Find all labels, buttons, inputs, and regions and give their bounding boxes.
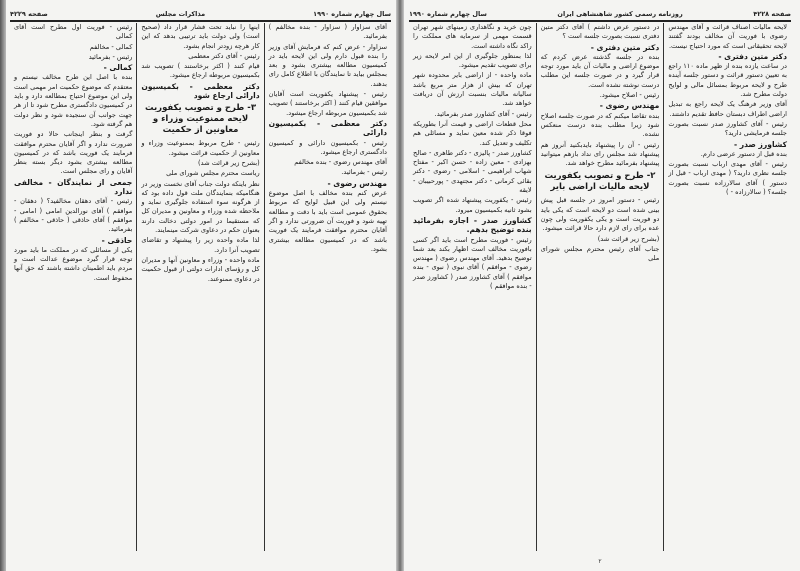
paragraph: رئیس - دستور امروز در جلسه قبل پیش بینی شده است دو لایحه است که یکی باید دو فوریت است و یکی یکفوریت ولی چون عده برای رای لازم دارد حالا قرائت میشود. <box>540 196 660 233</box>
header-rule <box>409 20 791 22</box>
right-page <box>403 0 797 571</box>
paragraph: ریاست محترم مجلس شورای ملی <box>166 169 260 178</box>
paragraph: رئیس - بفرمائید <box>88 52 133 61</box>
text-column <box>10 23 136 551</box>
page-number: صفحه ۴۲۲۹ <box>10 10 48 18</box>
text-column <box>663 23 791 551</box>
paragraph: گرفت و بنظر اینجانب حالا دو فوریت ضرورت ندارد و اگر آقایان محترم موافقت فرمایند یک فوریت باشد که در کمیسیون مطالعه بیشتری بشود دیگر بسته بنظر آقایان و رای مجلس است. <box>14 130 133 176</box>
paragraph: آقای وزیر فرهنگ یک لایحه راجع به تبدیل اراضی اطراف دبستان حافظ تقدیم داشتند. <box>668 100 787 118</box>
paragraph: آقای سزاوار ( سزاوار - بنده مخالفم ) بفرمائید. <box>268 23 387 41</box>
paragraph: قیام کنند ( اکثر برخاستند ) تصویب شد بکمیسیون مربوطه ارجاع میشود. <box>141 62 260 80</box>
paragraph: رئیس - آن را پیشنهاد بایدبکنید آنروز هم پیشنهاد شد مجلس رای نداد بازهم میتوانید پیشنهاد بفرمائید مطرح خواهد شد. <box>540 140 660 168</box>
columns <box>409 23 791 551</box>
paragraph: نظر باینکه دولت جناب آقای نخست وزیر در هنگامیکه بنمایندگان ملت قول داده بود که از هرگونه سوء استفاده جلوگیری نماید و ملاحظه شده وزراء و معاونین و مدیران کل که مستقیما در امور دولتی دخالت دارند بعنوان حکم در دعاوی شرکت مینمایند. <box>141 179 260 235</box>
speaker-line: مهندس رضوی - <box>599 101 660 111</box>
page-footer: ۲ <box>598 558 602 565</box>
paragraph: لذا ماده واحده زیر را پیشنهاد و تقاضای تصویب آنرا دارد. <box>141 236 260 254</box>
page-header <box>10 10 391 18</box>
paragraph: ماده واحده - از اراضی بایر محدوده شهر تهران که بیش از هزار متر مربع باشد سالیانه مالیات بنسبت ارزش آن دریافت خواهد شد. <box>412 71 532 108</box>
text-column <box>409 23 536 551</box>
section-heading: ۳- طرح و تصویب یکفوریت لایحه ممنوعیت وزراء و معاونین از حکمیت <box>144 103 257 136</box>
page-number: صفحه ۴۲۲۸ <box>753 10 791 18</box>
paragraph: بنده با اصل این طرح مخالف نیستم و معتقدم که موضوع حکمیت امر مهمی است ولی این موضوع احتیاج بمطالعه دارد و باید در کمیسیون دادگستری مطرح شود تا از هر جهت جوانب آن سنجیده شود و نظر دولت هم گرفته شود. <box>14 73 133 128</box>
paragraph: عرض کنم بنده مخالف با اصل موضوع نیستم ولی این قبیل لوایح که مربوط بحقوق عمومی است باید با دقت و مطالعه تهیه شود و فوریت آن ضرورتی ندارد و اگر آقایان محترم موافقت فرمایند یک فوریت باشد که در کمیسیون مطالعه بیشتری بشود. <box>268 189 387 253</box>
speaker-line: دکتر معظمی - بکمیسیون دارائی ارجاع شود <box>141 81 260 101</box>
left-page <box>4 0 397 571</box>
paragraph: یکی از مسائلی که در مملکت ما باید مورد توجه قرار گیرد موضوع عدالت است و مردم باید اطمینان داشته باشند که حق آنها محفوظ است. <box>14 245 133 282</box>
paragraph: در دستور عرض داشتم ) آقای دکتر متین دفتری نسبت بصورت جلسه است ؟ <box>540 23 660 41</box>
paragraph: رئیس - بکمیسیون دارائی و کمیسیون دادگستری ارجاع میشود. <box>268 138 387 156</box>
paragraph: رئیس - آقای کشاورز صدر بفرمائید. <box>434 109 532 118</box>
section-title: روزنامه رسمی کشور شاهنشاهی ایران <box>557 10 683 18</box>
paragraph: رئیس - فوریت اول مطرح است آقای کمالی <box>14 23 133 41</box>
paragraph: در ساعت یازده بنده از ظهر ماده ۱۱۰ راجع به تعیین دستور قرائت و دستور جلسه آینده طرح و لایحه مربوط بمسائل مالی و لوایح دولت مطرح شد. <box>668 62 787 99</box>
header-rule <box>10 20 391 22</box>
section-heading: ۲- طرح و تصویب یکفوریت لایحه مالیات اراضی بایر <box>544 171 656 193</box>
paragraph: چون خرید و نگاهداری زمینهای شهر تهران قسمت مهمی از سرمایه های مملکت را راکد نگاه داشته است. <box>412 23 532 50</box>
text-column <box>136 23 263 551</box>
paragraph: رئیس - آقای دکتر معظمی <box>188 51 260 60</box>
paragraph: لایحه مالیات اصناف قرائت و آقای مهندس رضوی با فوریت آن مخالف بودند گفتند لایحه تحقیقاتی است که مورد احتیاج نیست. <box>668 23 787 50</box>
paragraph: کمالی - مخالفم <box>89 42 133 51</box>
paragraph: ماده واحده - وزراء و معاونین آنها و مدیران کل و رؤسای ادارات دولتی از قبول حکمیت در دعاوی ممنوعند. <box>141 255 260 283</box>
paragraph: رئیس - فوریت مطرح است باید اگر کسی بافوریت مخالف است اظهار بکند بعد شما توضیح بدهید. آقای مهندس رضوی ( مهندس رضوی - موافقم ) آقای نبوی ( نبوی - بنده موافقم ) آقای کشاورز صدر ( کشاورز صدر - بنده موافقم ) <box>412 235 532 291</box>
paragraph: لذا بمنظور جلوگیری از این امر لایحه زیر برای تصویب تقدیم میشود. <box>412 51 532 70</box>
paragraph: رئیس - آقای مهدی ارباب نسبت بصورت جلسه نظری دارید؟ ( مهدی ارباب - قبل از دستور ) آقای سالارزاده نسبت بصورت جلسه؟ ( سالارزاده - ) <box>668 160 787 197</box>
paragraph: سزاوار - عرض کنم که فرمایش آقای وزیر را بنده قبول دارم ولی این لایحه باید در کمیسیون مطالعه بیشتری بشود و بعد بمجلس بیاید تا نمایندگان با اطلاع کامل رای بدهند. <box>268 42 387 88</box>
paragraph: رئیس - بفرمائید. <box>341 168 387 177</box>
text-column <box>264 23 391 551</box>
columns <box>10 23 391 551</box>
speaker-line: کشاورز صدر - <box>734 139 787 149</box>
paragraph: (بشرح زیر قرائت شد) <box>597 234 660 243</box>
section-title: مذاکرات مجلس <box>155 10 206 18</box>
torn-edge <box>0 0 6 571</box>
paragraph: رئیس - آقای دهقان مخالفید؟ ( دهقان - موافقم ) آقای نورالدین امامی ( امامی - موافقم ) آقای حاذقی ( حاذقی - مخالفم ) بفرمائید. <box>14 197 133 234</box>
paragraph: آقای مهندس رضوی - بنده مخالفم <box>294 158 387 167</box>
paragraph: رئیس - آقای کشاورز صدر نسبت بصورت جلسه فرمایشی دارید؟ <box>668 119 787 138</box>
speaker-line: دکتر متین دفتری - <box>718 51 787 61</box>
paragraph: (بشرح زیر قرائت شد) <box>198 158 260 167</box>
speaker-line: حاذقی - <box>101 235 133 245</box>
speaker-line: جمعی از نمایندگان - مخالفی ندارد <box>14 177 133 197</box>
paragraph: کشاورز صدر - پالیزی - دکتر طاهری - صالح بهزادی - معین زاده - حسن اکبر - مفتاح شهاب ابراهیمی - اسلامی - رضوی - دکتر بقائی کرمانی - دکتر مجتهدی - پورحبیبان - لایقه <box>412 148 532 195</box>
paragraph: جناب آقای رئیس محترم مجلس شورای ملی <box>540 244 660 263</box>
paragraph: اینها را نباید تحت فشار قرار داد (صحیح است) ولی دولت باید ترتیبی بدهد که این کار هرچه زودتر انجام بشود. <box>141 23 260 50</box>
speaker-line: کمالی - <box>103 63 133 73</box>
paragraph: محل قطعات اراضی و قیمت آنرا بطوریکه فوقا ذکر شده معین نماید و مسائلی هم تکلیف و تعدیل کند. <box>412 119 532 147</box>
speaker-line: کشاورز صدر - اجازه بفرمائید بنده توضیح بدهم. <box>412 215 532 235</box>
paragraph: بنده تقاضا میکنم که در صورت جلسه اصلاح شود زیرا مطلب بنده درست منعکس نشده. <box>540 111 660 139</box>
paragraph: رئیس - یکفوریت پیشنهاد شده اگر تصویب بشود ثانیه بکمیسیون میرود. <box>412 196 532 214</box>
page-header <box>409 10 791 18</box>
issue-label: سال چهارم شماره ۱۹۹۰ <box>409 10 487 18</box>
speaker-line: مهندس رضوی - <box>327 178 387 188</box>
issue-label: سال چهارم شماره ۱۹۹۰ <box>313 10 391 18</box>
paragraph: بنده قبل از دستور عرضی دارم. <box>700 149 787 158</box>
paragraph: بنده در جلسه گذشته عرض کردم که موضوع اراضی و مالیات آن باید مورد توجه قرار گیرد و در صورت جلسه این مطلب درست نوشته نشده است. <box>540 52 660 89</box>
paragraph: رئیس - پیشنهاد یکفوریت است آقایان موافقین قیام کنند ( اکثر برخاستند ) تصویب شد بکمیسیون مربوطه ارجاع میشود. <box>268 90 387 117</box>
paragraph: رئیس - طرح مربوط بممنوعیت وزراء و معاونین از حکمیت قرائت میشود. <box>141 139 260 157</box>
speaker-line: دکتر معظمی - بکمیسیون دارائی <box>268 118 387 138</box>
speaker-line: دکتر متین دفتری - <box>590 42 660 52</box>
paragraph: رئیس - اصلاح میشود. <box>599 91 660 100</box>
text-column <box>536 23 664 551</box>
